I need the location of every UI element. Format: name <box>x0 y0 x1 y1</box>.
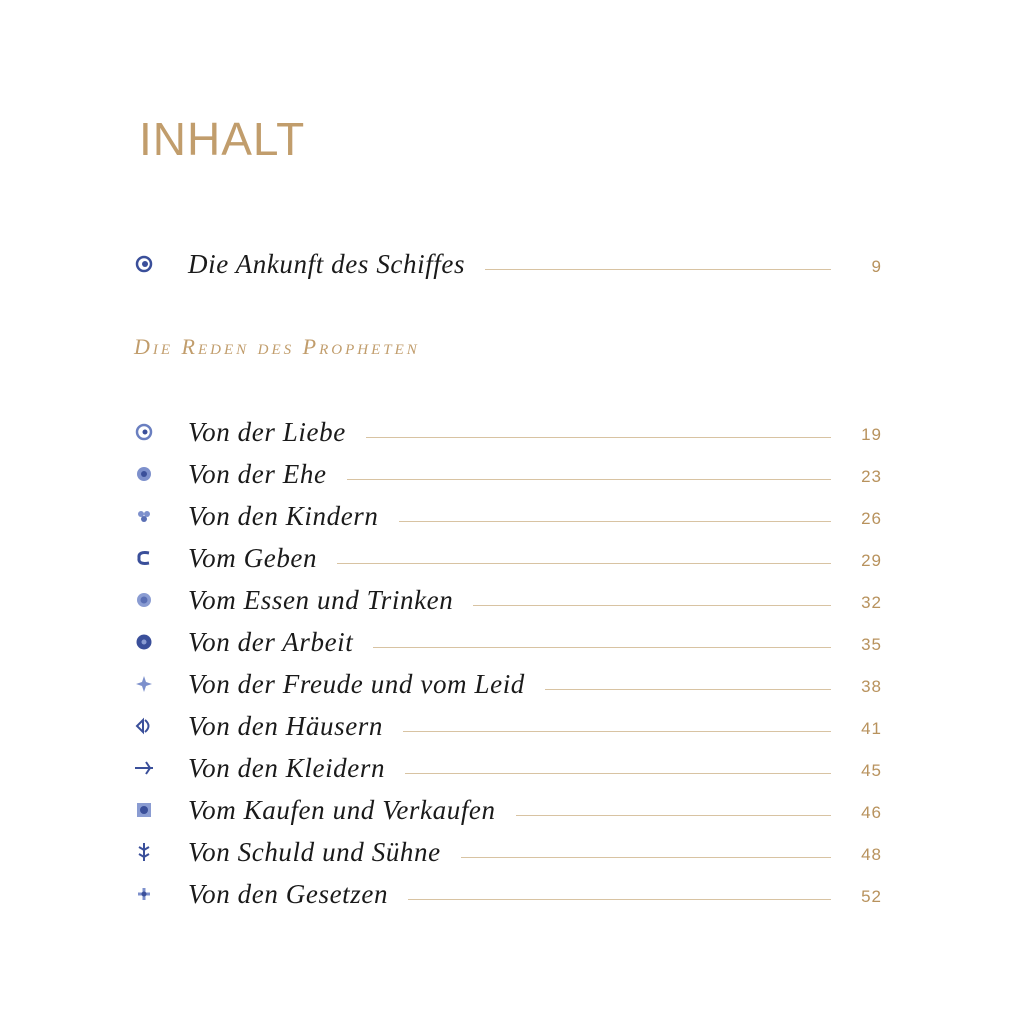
toc-entry-page: 41 <box>861 719 882 738</box>
leader-line <box>461 857 831 858</box>
leader-line <box>485 269 831 270</box>
ornament-ship-icon <box>132 252 156 276</box>
ornament-spiral-icon <box>132 420 156 444</box>
leader-line <box>366 437 831 438</box>
toc-entry-page: 46 <box>861 803 882 822</box>
leader-line <box>473 605 831 606</box>
toc-entry-label: Von der Liebe <box>188 416 346 447</box>
ornament-rosette-icon <box>132 588 156 612</box>
toc-entry[interactable] <box>132 874 882 914</box>
toc-entry[interactable] <box>132 832 882 872</box>
ornament-tile-icon <box>132 798 156 822</box>
leader-line <box>405 773 831 774</box>
toc-entry[interactable] <box>132 454 882 494</box>
leader-line <box>545 689 831 690</box>
toc-entry-page: 32 <box>861 593 882 612</box>
leader-line <box>399 521 832 522</box>
toc-entry-page: 52 <box>861 887 882 906</box>
toc-entry-page: 45 <box>861 761 882 780</box>
toc-entry-label: Die Ankunft des Schiffes <box>188 248 466 279</box>
ornament-shell-icon <box>132 714 156 738</box>
toc-entry-page: 35 <box>861 635 882 654</box>
toc-entry[interactable] <box>132 538 882 578</box>
toc-entry-label: Von den Kindern <box>188 500 379 531</box>
toc-entry-label: Von der Arbeit <box>188 626 354 657</box>
toc-entry-page: 9 <box>871 257 882 276</box>
leader-line <box>337 563 831 564</box>
toc-entry-page: 29 <box>861 551 882 570</box>
leader-line <box>347 479 831 480</box>
ornament-branch-icon <box>132 756 156 780</box>
toc-entry-label: Von den Kleidern <box>188 752 386 783</box>
toc-entry-page: 26 <box>861 509 882 528</box>
toc-entry[interactable] <box>132 706 882 746</box>
ornament-leaf-icon <box>132 882 156 906</box>
toc-entry[interactable] <box>132 496 882 536</box>
toc-entry-page: 48 <box>861 845 882 864</box>
ornament-star-icon <box>132 672 156 696</box>
ornament-flower-icon <box>132 462 156 486</box>
leader-line <box>408 899 831 900</box>
leader-line <box>373 647 831 648</box>
toc-entry-intro[interactable] <box>132 244 882 284</box>
toc-entry-label: Von den Gesetzen <box>188 878 389 909</box>
page-title: INHALT <box>139 113 306 165</box>
toc-entry-label: Von der Freude und vom Leid <box>188 668 525 699</box>
toc-entry-label: Von der Ehe <box>188 458 327 489</box>
toc-entry[interactable] <box>132 412 882 452</box>
toc-entry-page: 23 <box>861 467 882 486</box>
toc-entry-label: Von Schuld und Sühne <box>188 836 441 867</box>
toc-entry[interactable] <box>132 664 882 704</box>
toc-entry-label: Vom Geben <box>188 542 318 573</box>
ornament-sprig-icon <box>132 840 156 864</box>
section-heading: Die Reden des Propheten <box>134 334 420 359</box>
toc-entry-label: Vom Essen und Trinken <box>188 584 454 615</box>
ornament-grapes-icon <box>132 504 156 528</box>
leader-line <box>403 731 831 732</box>
ornament-blossom-icon <box>132 630 156 654</box>
leader-line <box>516 815 831 816</box>
toc-entry-label: Von den Häusern <box>188 710 383 741</box>
toc-entry[interactable] <box>132 748 882 788</box>
toc-entry[interactable] <box>132 790 882 830</box>
toc-entry-page: 19 <box>861 425 882 444</box>
toc-entry[interactable] <box>132 622 882 662</box>
toc-entry[interactable] <box>132 580 882 620</box>
ornament-scroll-icon <box>132 546 156 570</box>
toc-entry-label: Vom Kaufen und Verkaufen <box>188 794 496 825</box>
toc-entry-page: 38 <box>861 677 882 696</box>
